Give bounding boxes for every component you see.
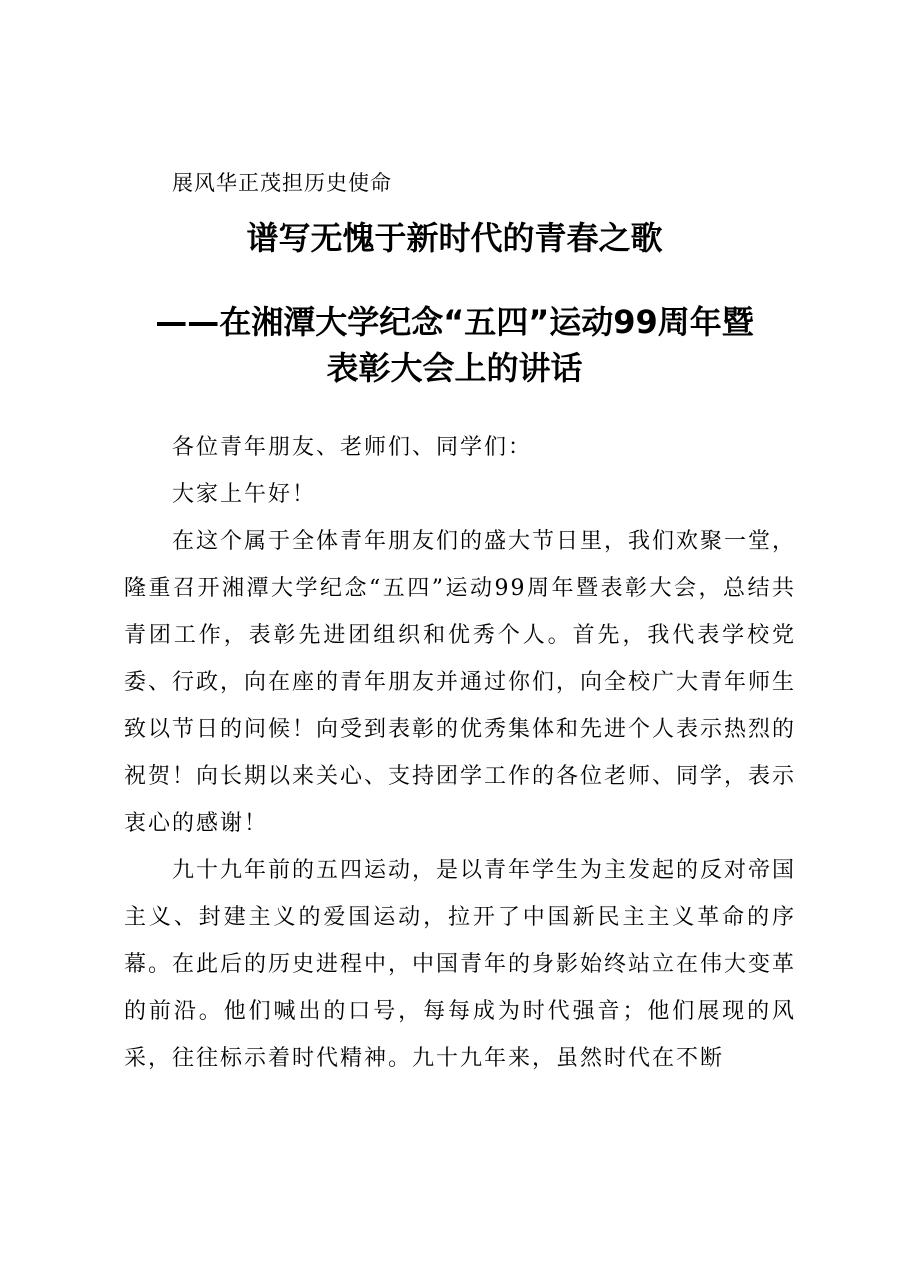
body-paragraph: 九十九年前的五四运动，是以青年学生为主发起的反对帝国主义、封建主义的爱国运动，拉开了中国新民主主义革命的序幕。在此后的历史进程中，中国青年的身影始终站立在伟大变革的前沿。他们喊出的口号，每每成为时代强音；他们展现的风采，往往标示着时代精神。九十九年来，虽然时代在不断 — [124, 858, 797, 1071]
document-title: 谱写无愧于新时代的青春之歌 — [246, 219, 663, 257]
body-paragraph: 在这个属于全体青年朋友们的盛大节日里，我们欢聚一堂，隆重召开湘潭大学纪念“五四”运动99周年暨表彰大会，总结共青团工作，表彰先进团组织和优秀个人。首先，我代表学校党委、行政，向在座的青年朋友并通过你们，向全校广大青年师生致以节日的问候！向受到表彰的优秀集体和先进个人表示热烈的祝贺！向长期以来关心、支持团学工作的各位老师、同学，表示衷心的感谢！ — [124, 529, 797, 836]
document-subtitle-line-2: 表彰大会上的讲话 — [326, 349, 583, 387]
document-body — [124, 424, 796, 1082]
salutation-paragraph: 各位青年朋友、老师们、同学们： — [172, 435, 533, 460]
greeting-paragraph: 大家上午好！ — [172, 482, 317, 507]
document-subtitle-line-1: ——在湘潭大学纪念“五四”运动99周年暨 — [155, 303, 754, 341]
header-line: 展风华正茂担历史使命 — [172, 171, 392, 195]
